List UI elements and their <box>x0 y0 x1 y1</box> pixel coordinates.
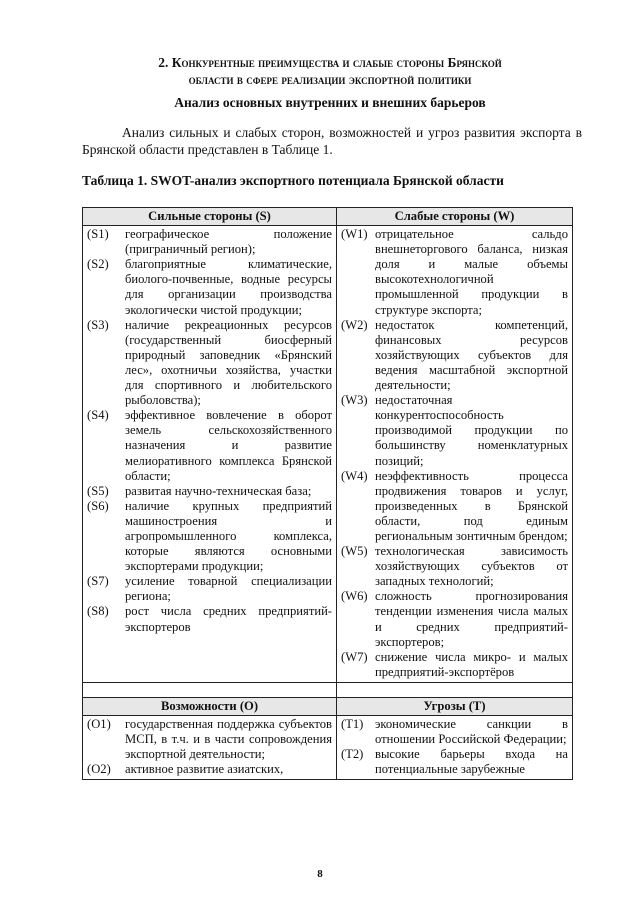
swot-item-code: (S3) <box>87 317 109 332</box>
swot-item-text: технологическая зависимость хозяйствующих субъектов от западных технологий; <box>375 544 568 589</box>
swot-item <box>341 227 568 318</box>
swot-item-code: (W4) <box>341 468 368 483</box>
swot-item <box>87 484 332 499</box>
swot-item-code: (S4) <box>87 408 109 423</box>
opportunities-cell <box>83 716 337 780</box>
opportunities-header: Возможности (O) <box>83 697 337 715</box>
table-spacer-row <box>83 682 573 697</box>
swot-item-code: (S6) <box>87 498 109 513</box>
swot-item <box>87 499 332 574</box>
swot-item <box>341 650 568 680</box>
swot-item-code: (S2) <box>87 257 109 272</box>
strengths-cell <box>83 226 337 683</box>
swot-item-code: (O2) <box>87 762 111 777</box>
swot-item-text: развитая научно-техническая база; <box>125 483 312 498</box>
swot-item-code: (W3) <box>341 393 368 408</box>
swot-item-text: государственная поддержка субъектов МСП, в т.ч. и в части сопровождения экспортной деятельности; <box>125 717 332 762</box>
swot-item-text: наличие крупных предприятий машиностроения и агропромышленного комплекса, которые являются основными экспортерами продукции; <box>125 498 332 574</box>
swot-item-text: географическое положение (приграничный регион); <box>125 227 332 257</box>
threats-cell <box>337 716 573 780</box>
swot-item-text: недостаточная конкурентоспособность производимой продукции по большинству номенклатурных позиций; <box>375 393 568 468</box>
table-caption: Таблица 1. SWOT-анализ экспортного потенциала Брянской области <box>82 173 504 188</box>
swot-item-code: (W7) <box>341 649 368 664</box>
section-title-line-1: 2. Конкурентные преимущества и слабые стороны Брянской <box>158 55 502 70</box>
swot-item <box>87 604 332 634</box>
swot-item <box>87 762 332 777</box>
swot-item <box>341 469 568 544</box>
swot-item-text: отрицательное сальдо внешнеторгового баланса, низкая доля и малые объемы высокотехнологичной промышленной продукции в структуре экспорта; <box>375 227 568 317</box>
swot-item-code: (W2) <box>341 317 368 332</box>
swot-item-code: (T1) <box>341 717 364 731</box>
swot-item <box>87 574 332 604</box>
swot-item-code: (T2) <box>341 747 364 762</box>
swot-item-text: эффективное вовлечение в оборот земель сельскохозяйственного назначения и развитие мелиоративного комплекса Брянской области; <box>125 408 332 483</box>
swot-item-text: благоприятные климатические, биолого-почвенные, водные ресурсы для организации производства экологически чистой продукции; <box>125 257 332 317</box>
swot-item-text: неэффективность процесса продвижения товаров и услуг, произведенных в Брянской области, под единым региональным зонтичным брендом; <box>375 468 568 543</box>
swot-item-text: недостаток компетенций, финансовых ресурсов хозяйствующих субъектов для ведения масштабной экспортной деятельности; <box>375 317 568 393</box>
weaknesses-cell <box>337 226 573 683</box>
subsection-title: Анализ основных внутренних и внешних барьеров <box>174 95 486 110</box>
swot-item <box>341 544 568 589</box>
page-number: 8 <box>317 868 323 880</box>
swot-item-text: сложность прогнозирования тенденции изменения числа малых и средних предприятий-экспортеров; <box>375 589 568 649</box>
section-title-line-2: области в сфере реализации экспортной политики <box>188 72 472 87</box>
swot-item-code: (S5) <box>87 483 109 498</box>
swot-item-code: (W5) <box>341 544 368 559</box>
swot-item-text: наличие рекреационных ресурсов (государственный биосферный природный заповедник «Брянский лес», охотничьи хозяйства, участки для спортивного и любительского рыболовства); <box>125 317 332 408</box>
swot-item-code: (S1) <box>87 227 109 242</box>
swot-item-code: (S8) <box>87 604 109 619</box>
swot-item-code: (W1) <box>341 227 368 242</box>
swot-item-code: (S7) <box>87 574 109 589</box>
swot-item-text: высокие барьеры входа на потенциальные зарубежные <box>375 747 568 777</box>
swot-item-code: (W6) <box>341 589 368 604</box>
swot-item <box>341 318 568 393</box>
swot-item-text: экономические санкции в отношении Российской Федерации; <box>375 717 568 747</box>
swot-item <box>87 318 332 409</box>
swot-item-code: (O1) <box>87 717 111 731</box>
weaknesses-header: Слабые стороны (W) <box>337 208 573 226</box>
swot-item <box>341 393 568 468</box>
swot-item-text: усиление товарной специализации региона; <box>125 574 332 604</box>
swot-item <box>341 747 568 777</box>
section-title <box>60 54 600 88</box>
strengths-header: Сильные стороны (S) <box>83 208 337 226</box>
swot-item-text: снижение числа микро- и малых предприятий-экспортёров <box>375 649 568 679</box>
swot-item <box>87 717 332 762</box>
swot-item <box>341 717 568 747</box>
swot-item-text: рост числа средних предприятий-экспортеров <box>125 604 332 634</box>
swot-item-text: активное развитие азиатских, <box>125 762 284 777</box>
swot-item <box>87 257 332 317</box>
swot-item <box>87 227 332 257</box>
swot-item <box>341 589 568 649</box>
swot-table <box>82 207 573 780</box>
intro-paragraph: Анализ сильных и слабых сторон, возможностей и угроз развития экспорта в Брянской области представлен в Таблице 1. <box>82 125 582 157</box>
threats-header: Угрозы (T) <box>337 697 573 715</box>
swot-item <box>87 408 332 483</box>
